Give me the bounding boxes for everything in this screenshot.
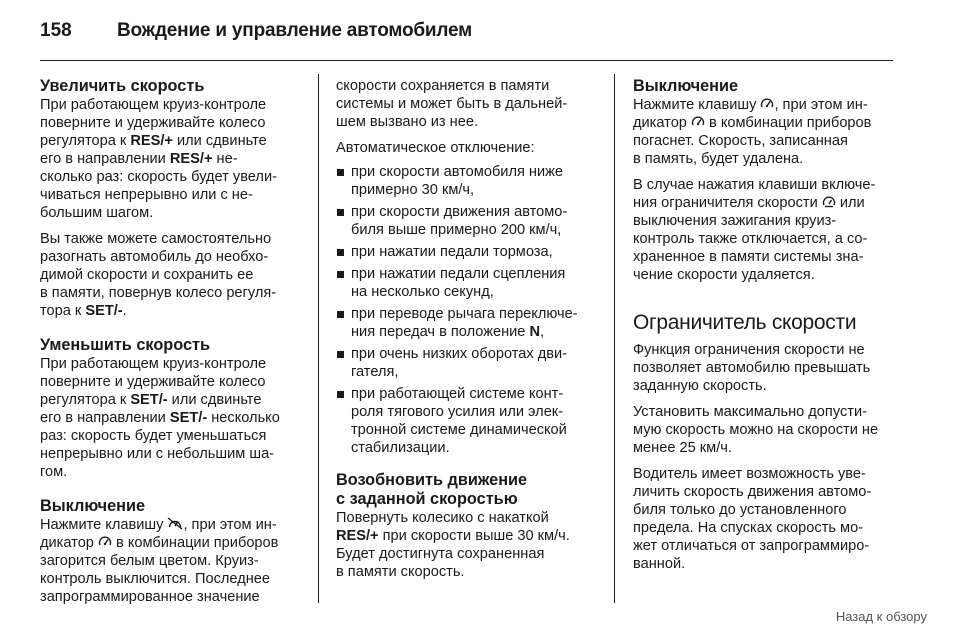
bullet-square-icon — [337, 169, 344, 176]
paragraph — [336, 139, 602, 157]
text-line — [40, 373, 306, 391]
text-line — [351, 181, 602, 199]
text-line — [633, 150, 895, 168]
section-heading-resume — [336, 471, 602, 509]
text-run: биля выше примерно 200 км/ч, — [351, 222, 562, 238]
paragraph — [336, 77, 602, 131]
text-line — [633, 230, 895, 248]
text-line — [40, 391, 306, 409]
paragraph — [633, 341, 895, 395]
text-run: поверните и удерживайте колесо — [40, 374, 266, 390]
page-number: 158 — [40, 20, 72, 41]
text-run: тора к — [40, 303, 86, 319]
text-run: его в направлении — [40, 151, 170, 167]
text-line — [40, 516, 306, 534]
text-line — [633, 341, 895, 359]
text-line — [40, 132, 306, 150]
section-heading-decrease-speed: Уменьшить скорость — [40, 336, 210, 354]
section-heading-speed-limiter: Ограничитель скорости — [633, 311, 857, 334]
paragraph — [40, 96, 306, 222]
text-run: ния ограничителя скорости — [633, 195, 822, 211]
paragraph — [336, 509, 602, 581]
text-run: или сдвиньте — [172, 133, 267, 149]
text-line — [40, 186, 306, 204]
text-run: . — [122, 303, 127, 319]
text-line — [40, 445, 306, 463]
list-item — [336, 345, 602, 381]
text-line — [40, 355, 306, 373]
text-run: несколько — [207, 410, 280, 426]
text-run: контроль также отключается, а со- — [633, 231, 868, 247]
text-run: шем вызвано из нее. — [336, 114, 479, 130]
text-run: гателя, — [351, 364, 399, 380]
text-line — [351, 363, 602, 381]
bullet-square-icon — [337, 351, 344, 358]
text-line — [336, 527, 602, 545]
text-run: его в направлении — [40, 410, 170, 426]
cruise-cancel-icon — [167, 517, 183, 530]
text-line — [351, 283, 602, 301]
text-run: при скорости движения автомо- — [351, 204, 568, 220]
control-label: SET/- — [130, 392, 168, 408]
text-run: При работающем круиз-контроле — [40, 356, 267, 372]
text-line — [351, 221, 602, 239]
control-label: RES/+ — [336, 528, 379, 544]
text-line — [351, 305, 602, 323]
text-run: ванной. — [633, 556, 686, 572]
text-run: разогнать автомобиль до необхо- — [40, 249, 269, 265]
text-run: системы и может быть в дальней- — [336, 96, 568, 112]
text-line — [351, 385, 602, 403]
control-label: SET/- — [85, 303, 123, 319]
column-1 — [40, 77, 306, 606]
text-run: при скорости выше 30 км/ч. — [378, 528, 570, 544]
text-run: выключения зажигания круиз- — [633, 213, 837, 229]
text-line — [633, 132, 895, 150]
text-run: Повернуть колесико с накаткой — [336, 510, 549, 526]
text-run: непрерывно или с небольшим ша- — [40, 446, 275, 462]
control-label: RES/+ — [130, 133, 173, 149]
text-line — [40, 248, 306, 266]
text-run: менее 25 км/ч. — [633, 440, 732, 456]
section-heading-switch-off: Выключение — [40, 497, 146, 515]
text-line — [336, 95, 602, 113]
text-run: в комбинации приборов — [704, 115, 872, 131]
bullet-square-icon — [337, 249, 344, 256]
heading-line: с заданной скоростью — [336, 490, 518, 508]
text-run: тронной системе динамической — [351, 422, 567, 438]
text-run: раз: скорость будет уменьшаться — [40, 428, 267, 444]
auto-deactivation-list — [336, 163, 602, 457]
text-run: Нажмите клавишу — [40, 517, 168, 533]
cruise-indicator-icon — [760, 97, 774, 110]
chapter-title: Вождение и управление автомобилем — [117, 20, 472, 41]
text-run: дикатор — [633, 115, 691, 131]
text-line — [633, 114, 895, 132]
back-to-overview-link[interactable]: Назад к обзору — [835, 609, 927, 624]
text-line — [351, 345, 602, 363]
text-run: биля только до установленного — [633, 502, 847, 518]
text-line — [351, 439, 602, 457]
text-run: мую скорость можно на скорости не — [633, 422, 879, 438]
text-line — [633, 96, 895, 114]
list-item — [336, 385, 602, 457]
text-line — [351, 265, 602, 283]
text-line — [40, 284, 306, 302]
text-line — [336, 545, 602, 563]
text-line — [40, 552, 306, 570]
text-run: позволяет автомобилю превышать — [633, 360, 871, 376]
list-item — [336, 305, 602, 341]
text-run: в память, будет удалена. — [633, 151, 804, 167]
text-run: чиваться непрерывно или с не- — [40, 187, 253, 203]
paragraph — [40, 355, 306, 481]
text-run: при нажатии педали тормоза, — [351, 244, 553, 260]
text-line — [351, 323, 602, 341]
text-line — [633, 248, 895, 266]
text-run: , — [540, 324, 545, 340]
text-run: поверните и удерживайте колесо — [40, 115, 266, 131]
text-line — [633, 465, 895, 483]
text-run: сколько раз: скорость будет увели- — [40, 169, 277, 185]
text-line — [351, 203, 602, 221]
text-run: заданную скорость. — [633, 378, 767, 394]
text-run: при очень низких оборотах дви- — [351, 346, 568, 362]
text-run: предела. На спусках скорость мо- — [633, 520, 864, 536]
text-run: личить скорость движения автомо- — [633, 484, 872, 500]
text-run: Функция ограничения скорости не — [633, 342, 865, 358]
text-run: в комбинации приборов — [111, 535, 279, 551]
text-run: при нажатии педали сцепления — [351, 266, 566, 282]
text-run: В случае нажатия клавиши включе- — [633, 177, 876, 193]
text-run: в памяти скорость. — [336, 564, 465, 580]
text-line — [633, 266, 895, 284]
text-run: регулятора к — [40, 133, 131, 149]
text-run: Установить максимально допусти- — [633, 404, 867, 420]
text-run: Будет достигнута сохраненная — [336, 546, 545, 562]
text-line — [40, 204, 306, 222]
text-line — [633, 403, 895, 421]
paragraph — [40, 230, 306, 320]
text-line — [633, 377, 895, 395]
section-heading-increase-speed: Увеличить скорость — [40, 77, 205, 95]
bullet-square-icon — [337, 209, 344, 216]
text-run: При работающем круиз-контроле — [40, 97, 267, 113]
text-line — [351, 403, 602, 421]
text-run: при работающей системе конт- — [351, 386, 564, 402]
text-line — [40, 570, 306, 588]
text-line — [633, 359, 895, 377]
heading-line: Возобновить движение — [336, 471, 528, 489]
text-run: , при этом ин- — [183, 517, 277, 533]
text-run: на несколько секунд, — [351, 284, 494, 300]
text-run: запрограммированное значение — [40, 589, 260, 605]
column-divider-1 — [318, 74, 319, 603]
text-line — [40, 534, 306, 552]
text-run: чение скорости удаляется. — [633, 267, 815, 283]
text-line — [633, 537, 895, 555]
paragraph — [633, 96, 895, 168]
bullet-square-icon — [337, 391, 344, 398]
text-line — [633, 194, 895, 212]
text-run: контроль выключится. Последнее — [40, 571, 271, 587]
cruise-indicator-icon — [691, 115, 705, 128]
text-line — [40, 266, 306, 284]
text-line — [633, 555, 895, 573]
text-run: или сдвиньте — [167, 392, 262, 408]
text-run: примерно 30 км/ч, — [351, 182, 475, 198]
text-line — [40, 463, 306, 481]
text-line — [40, 588, 306, 606]
section-heading-switch-off: Выключение — [633, 77, 739, 95]
text-run: скорости сохраняется в памяти — [336, 78, 550, 94]
text-line — [40, 114, 306, 132]
text-line — [40, 96, 306, 114]
header-divider — [40, 60, 893, 61]
text-line — [336, 113, 602, 131]
text-line — [40, 150, 306, 168]
paragraph — [633, 176, 895, 284]
column-3 — [633, 77, 895, 573]
text-line — [336, 563, 602, 581]
text-run: погаснет. Скорость, записанная — [633, 133, 848, 149]
text-run: димой скорости и сохранить ее — [40, 267, 254, 283]
text-run: Вы также можете самостоятельно — [40, 231, 272, 247]
column-divider-2 — [614, 74, 615, 603]
text-run: храненное в памяти системы зна- — [633, 249, 864, 265]
bullet-square-icon — [337, 311, 344, 318]
text-line — [40, 168, 306, 186]
text-line — [351, 243, 602, 261]
text-run: загорится белым цветом. Круиз- — [40, 553, 259, 569]
text-line — [40, 302, 306, 320]
text-line — [633, 519, 895, 537]
text-run: при переводе рычага переключе- — [351, 306, 578, 322]
text-run: или — [835, 195, 865, 211]
text-run: регулятора к — [40, 392, 131, 408]
control-label: SET/- — [169, 410, 208, 426]
text-run: Нажмите клавишу — [633, 97, 761, 113]
page-header — [40, 20, 893, 46]
text-run: большим шагом. — [40, 205, 154, 221]
text-line — [336, 77, 602, 95]
control-label: N — [529, 324, 541, 340]
text-run: , при этом ин- — [774, 97, 868, 113]
text-run: в памяти, повернув колесо регуля- — [40, 285, 277, 301]
text-run: не- — [212, 151, 238, 167]
text-line — [40, 409, 306, 427]
bullet-square-icon — [337, 271, 344, 278]
text-run: гом. — [40, 464, 68, 480]
paragraph — [40, 516, 306, 606]
text-run: при скорости автомобиля ниже — [351, 164, 564, 180]
text-line — [633, 421, 895, 439]
text-line — [351, 421, 602, 439]
text-line — [633, 212, 895, 230]
list-item — [336, 163, 602, 199]
control-label: RES/+ — [169, 151, 213, 167]
text-run: дикатор — [40, 535, 98, 551]
text-line — [351, 163, 602, 181]
text-line — [40, 427, 306, 445]
cruise-indicator-icon — [98, 535, 112, 548]
text-line — [336, 509, 602, 527]
paragraph — [633, 403, 895, 457]
text-line — [633, 483, 895, 501]
text-line — [40, 230, 306, 248]
text-line — [633, 176, 895, 194]
list-item — [336, 265, 602, 301]
text-line — [633, 439, 895, 457]
text-run: роля тягового усилия или элек- — [351, 404, 564, 420]
text-line — [633, 501, 895, 519]
text-line — [336, 139, 602, 157]
text-run: Водитель имеет возможность уве- — [633, 466, 866, 482]
text-run: стабилизации. — [351, 440, 450, 456]
paragraph — [633, 465, 895, 573]
column-2 — [336, 77, 602, 581]
text-run: жет отличаться от запрограммиро- — [633, 538, 870, 554]
list-item — [336, 203, 602, 239]
text-run: Автоматическое отключение: — [336, 140, 535, 156]
speed-limiter-icon — [822, 195, 836, 208]
list-item — [336, 243, 602, 261]
text-run: ния передач в положение — [351, 324, 530, 340]
